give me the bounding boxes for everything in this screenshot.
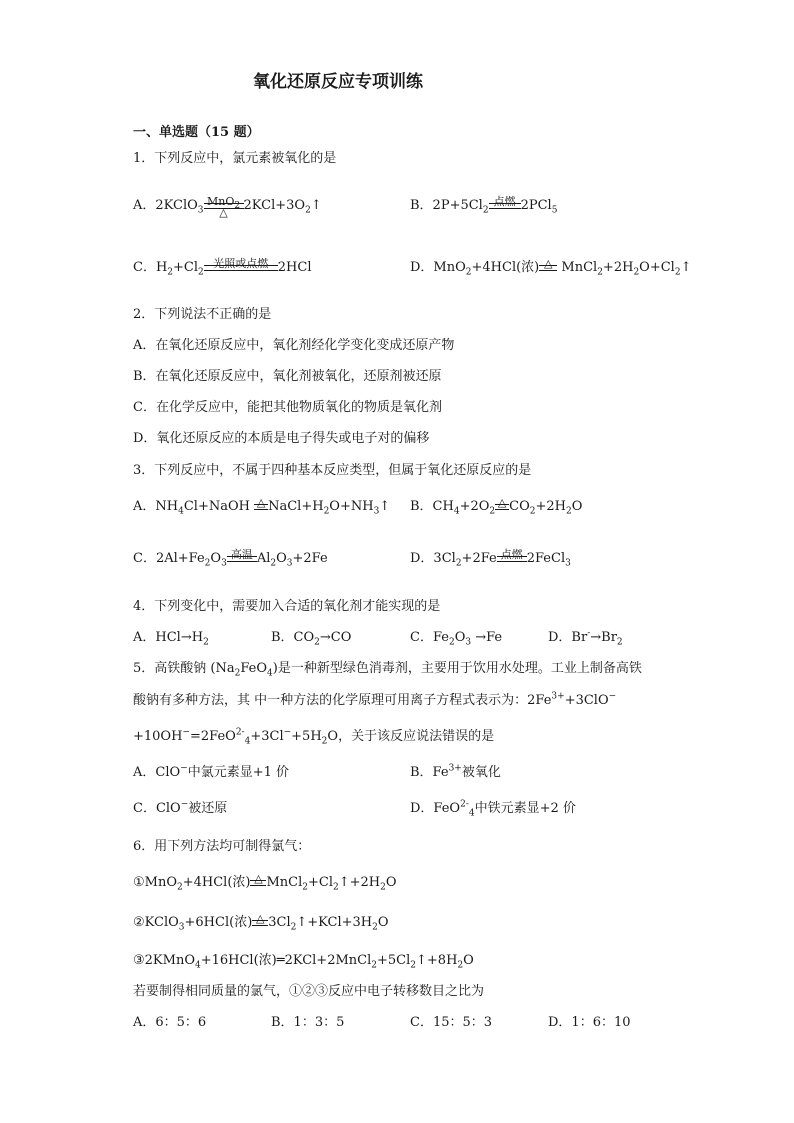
- q1-option-b[interactable]: B．$2P+5Cl_2$ 点燃 2PCl$_5$: [410, 195, 558, 216]
- question-5-line-1: 5．高铁酸钠 $(Na_2FeO_4)$是一种新型绿色消毒剂，主要用于饮用水处理。工业上制备高铁: [133, 661, 642, 679]
- question-6-stem: 6．用下列方法均可制得氯气：: [133, 839, 311, 854]
- q3-option-b[interactable]: B．$CH_4+2O_2$ △ $CO_2+2H_2O$: [410, 496, 583, 517]
- question-6-prompt: 若要制得相同质量的氯气，①②③反应中电子转移数目之比为: [133, 984, 485, 999]
- question-4-stem: 4．下列变化中，需要加入合适的氧化剂才能实现的是: [133, 599, 441, 614]
- q4-option-c[interactable]: C．$Fe_2O_3 \to Fe$: [410, 630, 503, 648]
- section-heading: 一、单选题（15 题）: [133, 125, 260, 140]
- q6-reaction-2: ②KClO$_3$+6HCl(浓) △ $3Cl_2↑+KCl+3H_2O$: [133, 912, 389, 933]
- q5-option-a[interactable]: A．ClO−中氯元素显+1 价: [133, 763, 289, 780]
- question-3-stem: 3．下列反应中，不属于四种基本反应类型，但属于氧化还原反应的是: [133, 463, 532, 478]
- question-2-stem: 2．下列说法不正确的是: [133, 307, 272, 322]
- q6-option-b[interactable]: B．1：3：5: [271, 1015, 345, 1030]
- q5-option-c[interactable]: C．ClO−被还原: [133, 799, 228, 816]
- q4-option-b[interactable]: B．$CO_2\to CO$: [271, 630, 352, 648]
- q6-option-c[interactable]: C．15：5：3: [410, 1015, 493, 1030]
- q6-reaction-3: ③2KMnO$_4$+16HCl(浓)$═2KCl+2MnCl_2+5Cl_2↑+8H_2O$: [133, 953, 474, 971]
- q1-option-d[interactable]: D．MnO$_2$+4HCl(浓) △ $MnCl_2+2H_2O+Cl_2↑$: [410, 257, 692, 278]
- q2-option-b[interactable]: B．在氧化还原反应中，氧化剂被氧化，还原剂被还原: [133, 369, 442, 384]
- q1-option-c[interactable]: C．$H_2+Cl_2$ 光照或点燃 2HCl: [133, 257, 312, 278]
- question-1-stem: 1．下列反应中，氯元素被氧化的是: [133, 151, 337, 166]
- q1-option-a[interactable]: A．2KClO$_3$ MnO$_2$ △ $2KCl+3O_2↑$: [133, 195, 322, 219]
- page-title: 氧化还原反应专项训练: [253, 72, 423, 92]
- q2-option-a[interactable]: A．在氧化还原反应中，氧化剂经化学变化变成还原产物: [133, 338, 455, 353]
- question-5-line-3: $+10OH^-=2FeO^{2-}_4+3Cl^-+5H_2O$，关于该反应说法错误的是: [133, 727, 495, 747]
- q2-option-c[interactable]: C．在化学反应中，能把其他物质氧化的物质是氧化剂: [133, 400, 442, 415]
- q6-option-d[interactable]: D．1：6：10: [548, 1015, 631, 1030]
- q3-option-a[interactable]: A．$NH_4Cl+NaOH$ △ $NaCl+H_2O+NH_3↑$: [133, 496, 391, 517]
- q3-option-d[interactable]: D．$3Cl_2+2Fe$ 点燃 2FeCl$_3$: [410, 548, 571, 569]
- q5-option-b[interactable]: B．$Fe^{3+}$被氧化: [410, 763, 501, 780]
- q5-option-d[interactable]: D．FeO$^{2-}_4$中铁元素显+2 价: [410, 799, 576, 819]
- question-5-line-2: 酸钠有多种方法，其 中一种方法的化学原理可用离子方程式表示为：$2Fe^{3+}+3ClO^-$: [133, 691, 617, 708]
- q6-option-a[interactable]: A．6：5：6: [133, 1015, 207, 1030]
- q2-option-d[interactable]: D．氧化还原反应的本质是电子得失或电子对的偏移: [133, 431, 430, 446]
- q6-reaction-1: ①MnO$_2$+4HCl(浓) △ $MnCl_2+Cl_2↑+2H_2O$: [133, 872, 397, 893]
- q4-option-d[interactable]: D．$Br^-\to Br_2$: [548, 628, 623, 648]
- q3-option-c[interactable]: C．$2Al+Fe_2O_3$ 高温 $Al_2O_3+2Fe$: [133, 548, 328, 569]
- q4-option-a[interactable]: A．$HCl\to H_2$: [133, 630, 209, 648]
